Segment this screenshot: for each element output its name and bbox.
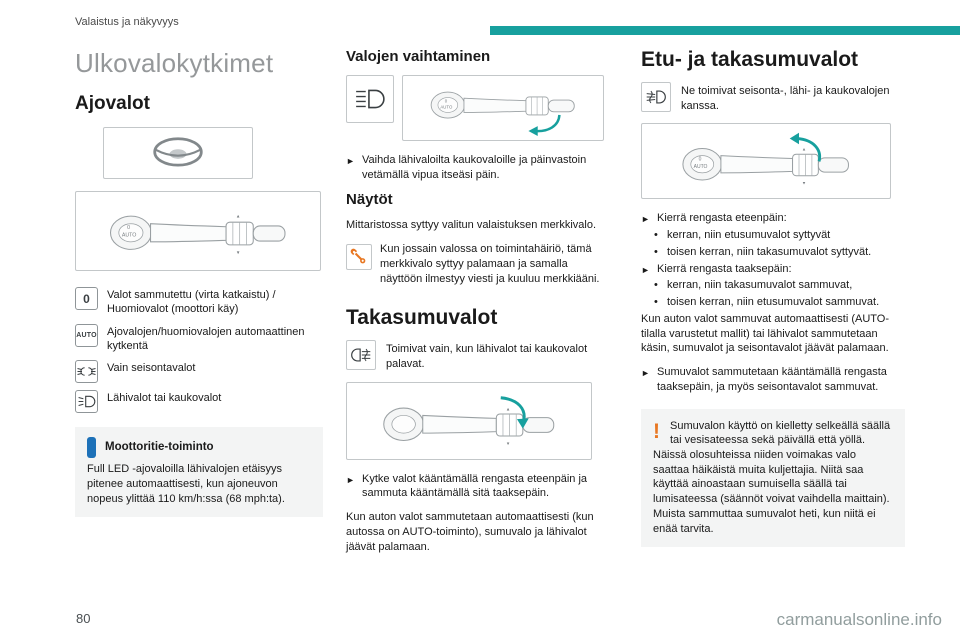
service-note-text: Kun jossain valossa on toimintahäiriö, tämä merkkivalo syttyy palamaan ja samalla näyttöön ilmestyy viesti ja kuuluu merkkiääni.: [380, 243, 600, 285]
section-title-headlamps: Ajovalot: [75, 93, 150, 114]
svg-text:AUTO: AUTO: [693, 164, 708, 171]
rear-fog-stalk-illustration: [352, 386, 586, 456]
fog-auto-off-note: Kun auton valot sammuvat automaattisesti (AUTO-tilalla varustetut mallit) tai lähivalot sammutetaan käsin, sumuvalot ja seisontavalot jäävät palamaan.: [641, 312, 890, 355]
front-fog-stalk-figure: [641, 123, 891, 199]
rear-fog-lead-text: Toimivat vain, kun lähivalot tai kaukovalot palavat.: [386, 343, 588, 370]
warning-icon: !: [653, 419, 660, 443]
sidelights-icon: [75, 360, 98, 383]
steering-wheel-icon: [149, 135, 207, 171]
front-fog-stalk-illustration: [647, 127, 885, 195]
light-stalk-illustration: [81, 195, 315, 267]
front-fog-lead: [641, 82, 905, 113]
svg-text:▲: ▲: [801, 147, 807, 153]
beam-switch-stalk-figure: [402, 75, 604, 141]
svg-text:▼: ▼: [235, 250, 241, 256]
instruction-rear-fog: ► Kytke valot kääntämällä rengasta eteenpäin ja sammuta kääntämällä sitä taaksepäin.: [346, 472, 588, 500]
warning-box-fog-usage: [641, 409, 905, 548]
rear-fog-lead: [346, 340, 604, 371]
svg-text:0: 0: [698, 157, 702, 164]
page-number: 80: [76, 611, 91, 626]
legend-row-beams: [75, 390, 323, 413]
instruction-substep: • kerran, niin takasumuvalot sammuvat,: [654, 279, 853, 292]
rear-fog-note: Kun auton valot sammutetaan automaattisesti (kun autossa on AUTO-toiminto), sumuvalo ja lähivalot jäävät palamaan.: [346, 511, 594, 553]
svg-text:▲: ▲: [505, 406, 511, 412]
legend-text: Vain seisontavalot: [107, 362, 196, 375]
section-title-displays: Näytöt: [346, 191, 393, 209]
beam-switch-stalk-illustration: [407, 79, 599, 138]
legend-row-sidelights: [75, 360, 323, 383]
legend-text: Valot sammutettu (virta katkaistu) / Huomiovalot (moottori käy): [107, 289, 276, 316]
section-title-rear-fog: Takasumuvalot: [346, 306, 498, 330]
info-box-text: Full LED -ajovaloilla lähivalojen etäisyys pitenee automaattisesti, kun ajoneuvon nopeus ylittää 110 km/h:ssa (68 mph:ta).: [87, 463, 285, 505]
page-title: Ulkovalokytkimet: [75, 48, 274, 78]
legend-row-off: [75, 287, 323, 317]
info-box-title: Moottoritie-toiminto: [105, 440, 214, 453]
light-stalk-figure: [75, 191, 321, 271]
warning-text: Sumuvalon käyttö on kielletty selkeällä säällä tai vesisateessa sekä päivällä että yöllä. Näissä olosuhteissa niiden voimakas valo saattaa häikäistä muita kuljettajia. Niitä saa käyttää ainoastaan sumuisella säällä tai lumisateessa (säännöt voivat vaihdella maittain). Muista sammuttaa sumuvalot heti, kun niitä ei enää tarvita.: [653, 419, 891, 535]
accent-bar: [490, 26, 960, 35]
column-left: [75, 48, 323, 517]
svg-text:AUTO: AUTO: [121, 232, 137, 239]
ring-position-auto-icon: AUTO: [75, 324, 98, 347]
instruction-step: ► Kierrä rengasta taaksepäin:: [641, 262, 792, 275]
column-middle: [346, 48, 604, 563]
svg-text:AUTO: AUTO: [440, 104, 453, 110]
rear-fog-stalk-figure: [346, 382, 592, 460]
main-beam-flash-icon: [346, 75, 394, 123]
chapter-header: Valaistus ja näkyvyys: [75, 16, 179, 28]
front-fog-lead-text: Ne toimivat seisonta-, lähi- ja kaukovalojen kanssa.: [681, 85, 890, 112]
instruction-fog-off: ► Sumuvalot sammutetaan kääntämällä rengasta taaksepäin, ja myös seisontavalot sammuvat.: [641, 366, 887, 393]
legend-text: Ajovalojen/huomiovalojen automaattinen kytkentä: [107, 325, 305, 352]
info-icon: [87, 437, 96, 458]
instruction-change-beams: ► Vaihda lähivaloilta kaukovaloille ja päinvastoin vetämällä vipua itseäsi päin.: [346, 154, 587, 181]
watermark: carmanualsonline.info: [776, 610, 942, 629]
section-title-front-rear-fog: Etu- ja takasumuvalot: [641, 48, 859, 71]
svg-text:▲: ▲: [235, 213, 241, 219]
instruction-step: ► Kierrä rengasta eteenpäin:: [641, 212, 787, 225]
beam-switch-figure: [346, 75, 604, 141]
instruction-substep: • toisen kerran, niin takasumuvalot syttyvät.: [654, 245, 872, 258]
section-title-changing-lights: Valojen vaihtaminen: [346, 48, 491, 65]
legend-row-auto: [75, 324, 323, 354]
displays-text: Mittaristossa syttyy valitun valaistuksen merkkivalo.: [346, 219, 597, 232]
svg-text:▼: ▼: [505, 440, 511, 446]
svg-text:0: 0: [126, 225, 130, 232]
info-box-header: [87, 437, 311, 458]
legend-text: Lähivalot tai kaukovalot: [107, 392, 222, 405]
steering-column-illustration: [103, 127, 253, 179]
svg-text:▼: ▼: [801, 180, 807, 186]
front-fog-light-icon: [641, 82, 671, 112]
wrench-icon: [346, 244, 372, 270]
column-right: [641, 48, 905, 547]
info-box-motorway-function: [75, 427, 323, 517]
rear-fog-light-icon: [346, 340, 376, 370]
instruction-substep: • toisen kerran, niin etusumuvalot sammuvat.: [654, 296, 880, 309]
service-note: [346, 242, 604, 294]
pull-arrow: [536, 115, 560, 131]
dipped-main-beam-icon: [75, 390, 98, 413]
ring-position-0-icon: 0: [75, 287, 98, 310]
instruction-substep: • kerran, niin etusumuvalot syttyvät: [654, 229, 831, 242]
svg-text:0: 0: [444, 98, 448, 104]
